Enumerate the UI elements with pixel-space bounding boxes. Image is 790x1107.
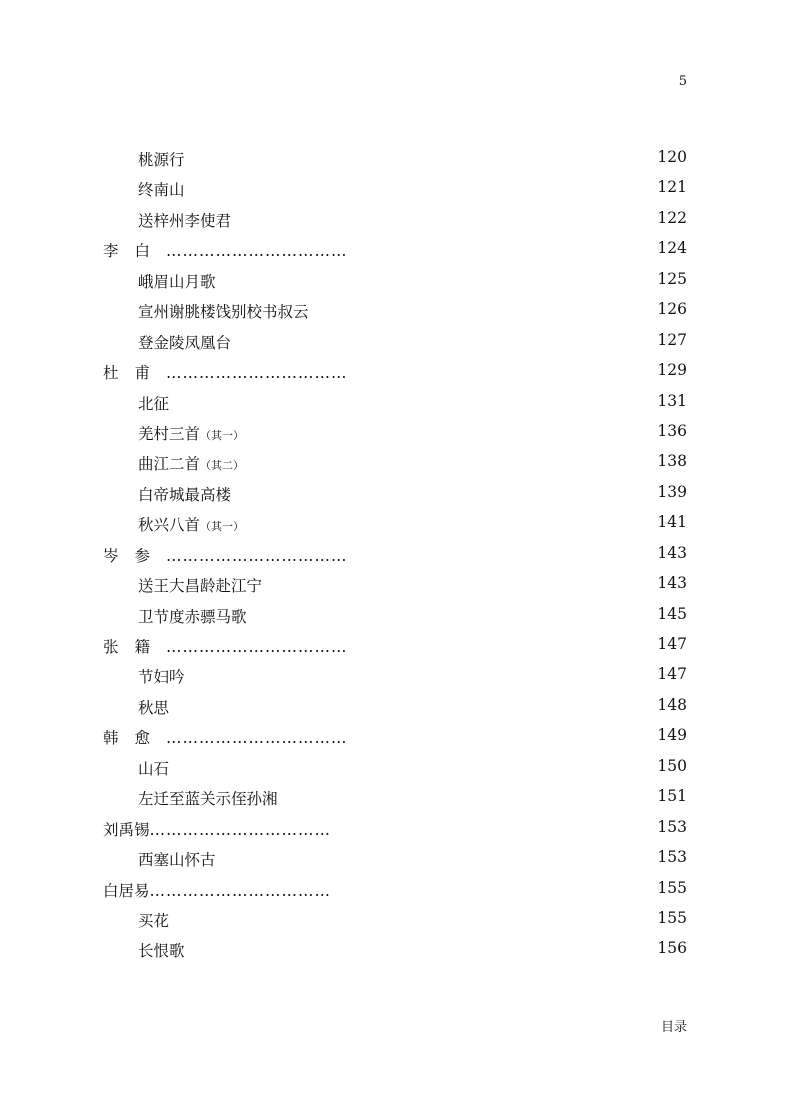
poem-title-text: 秋兴八首 — [138, 516, 201, 535]
page-ref: 155 — [657, 908, 687, 927]
poem-title-text: 曲江二首 — [138, 455, 201, 474]
poem-title — [138, 787, 278, 809]
toc-author-row — [103, 356, 687, 386]
leader-dots: …………………………… — [166, 729, 348, 748]
poem-title — [138, 696, 169, 718]
toc-author-row — [103, 813, 687, 843]
page-ref: 153 — [657, 848, 687, 867]
toc-poem-row — [103, 508, 687, 538]
page-ref: 151 — [657, 787, 687, 806]
poem-note: （其一） — [200, 428, 245, 442]
page-ref: 145 — [657, 604, 687, 623]
toc-poem-row — [103, 934, 687, 964]
toc-author-row — [103, 234, 687, 264]
poem-title-text: 桃源行 — [138, 151, 185, 169]
author-name — [103, 879, 331, 901]
page-ref: 148 — [657, 695, 687, 714]
poem-title-text: 羌村三首 — [138, 424, 201, 443]
poem-title-text: 白帝城最高楼 — [138, 485, 232, 504]
page-ref: 121 — [657, 178, 687, 197]
poem-title-text: 宣州谢朓楼饯别校书叔云 — [138, 303, 309, 322]
poem-title — [138, 148, 185, 170]
poem-title — [138, 909, 169, 931]
poem-title-text: 山石 — [138, 759, 170, 778]
toc-author-row — [103, 721, 687, 751]
poem-title-text: 左迁至蓝关示侄孙湘 — [138, 790, 278, 809]
poem-title — [138, 757, 169, 779]
author-name-text: 张籍 — [103, 638, 167, 656]
page-ref: 143 — [657, 543, 687, 562]
poem-title — [138, 939, 185, 961]
poem-title-text: 北征 — [138, 394, 170, 413]
author-name-text: 韩愈 — [103, 729, 167, 748]
poem-note: （其一） — [200, 520, 245, 534]
poem-title-text: 登金陵凤凰台 — [138, 333, 232, 352]
poem-title — [138, 392, 169, 414]
poem-title — [138, 270, 216, 292]
toc-poem-row — [103, 600, 687, 630]
poem-title — [138, 452, 244, 474]
author-name — [103, 544, 348, 566]
page-ref: 122 — [657, 208, 687, 227]
poem-title-text: 节妇吟 — [138, 668, 185, 687]
poem-title — [138, 209, 231, 231]
poem-title — [138, 422, 244, 444]
page-ref: 156 — [657, 939, 687, 958]
page-ref: 125 — [657, 269, 687, 288]
leader-dots: …………………………… — [166, 242, 348, 261]
author-name-text: 杜甫 — [103, 364, 167, 383]
page-ref: 147 — [657, 665, 687, 684]
page-ref: 147 — [657, 635, 687, 653]
author-name-text: 李白 — [103, 242, 167, 261]
poem-title — [138, 178, 185, 200]
poem-title — [138, 665, 185, 687]
poem-title-text: 送梓州李使君 — [138, 211, 232, 230]
poem-title-text: 买花 — [138, 911, 170, 930]
page-ref: 153 — [657, 817, 687, 836]
page-number: 5 — [678, 74, 687, 89]
page-ref: 129 — [657, 361, 687, 380]
poem-title — [138, 574, 262, 596]
toc-poem-row — [103, 417, 687, 447]
poem-title-text: 终南山 — [138, 181, 185, 200]
page-ref: 136 — [657, 421, 687, 440]
author-name — [103, 361, 348, 383]
poem-title — [138, 513, 244, 535]
toc-poem-row — [103, 387, 687, 417]
toc-poem-row — [103, 691, 687, 721]
poem-title — [138, 605, 247, 627]
poem-title-text: 秋思 — [138, 698, 170, 717]
leader-dots: …………………………… — [166, 364, 348, 383]
poem-title — [138, 483, 231, 505]
leader-dots: …………………………… — [166, 638, 348, 656]
author-name — [103, 726, 348, 748]
page-ref: 150 — [657, 756, 687, 775]
toc-poem-row — [103, 326, 687, 356]
page-ref: 124 — [657, 239, 687, 258]
toc-poem-row — [103, 204, 687, 234]
poem-title-text: 长恨歌 — [138, 942, 185, 961]
toc-poem-row — [103, 295, 687, 325]
toc-poem-row — [103, 478, 687, 508]
toc-author-row — [103, 874, 687, 904]
page-ref: 141 — [657, 513, 687, 532]
toc-author-row — [103, 630, 687, 660]
page-ref: 139 — [657, 482, 687, 501]
page-ref: 155 — [657, 878, 687, 897]
table-of-contents — [103, 143, 687, 965]
poem-title — [138, 300, 309, 322]
toc-poem-row — [103, 447, 687, 477]
page-ref: 126 — [657, 300, 687, 319]
poem-title-text: 送王大昌龄赴江宁 — [138, 577, 263, 596]
author-name — [103, 239, 348, 261]
toc-poem-row — [103, 904, 687, 934]
page-ref: 127 — [657, 330, 687, 349]
poem-title-text: 西塞山怀古 — [138, 851, 216, 870]
toc-poem-row — [103, 752, 687, 782]
page-ref: 143 — [657, 574, 687, 593]
author-name-text: 白居易 — [103, 881, 150, 900]
leader-dots: …………………………… — [149, 820, 332, 839]
poem-title-text: 卫节度赤骠马歌 — [138, 607, 247, 626]
poem-title-text: 峨眉山月歌 — [138, 272, 216, 291]
page-ref: 138 — [657, 452, 687, 471]
toc-poem-row — [103, 782, 687, 812]
author-name-text: 刘禹锡 — [103, 820, 150, 839]
poem-note: （其二） — [200, 459, 245, 473]
leader-dots: …………………………… — [149, 881, 332, 900]
leader-dots: …………………………… — [166, 546, 348, 565]
author-name — [103, 818, 331, 840]
author-name-text: 岑参 — [103, 546, 167, 565]
page-ref: 120 — [657, 148, 687, 166]
page-ref: 131 — [657, 391, 687, 410]
footer-section-label: 目录 — [660, 1020, 687, 1035]
poem-title — [138, 848, 216, 870]
toc-poem-row — [103, 843, 687, 873]
toc-poem-row — [103, 143, 687, 173]
author-name — [103, 635, 348, 657]
toc-author-row — [103, 539, 687, 569]
toc-poem-row — [103, 173, 687, 203]
poem-title — [138, 331, 231, 353]
toc-poem-row — [103, 660, 687, 690]
page-ref: 149 — [657, 726, 687, 745]
toc-poem-row — [103, 265, 687, 295]
toc-poem-row — [103, 569, 687, 599]
